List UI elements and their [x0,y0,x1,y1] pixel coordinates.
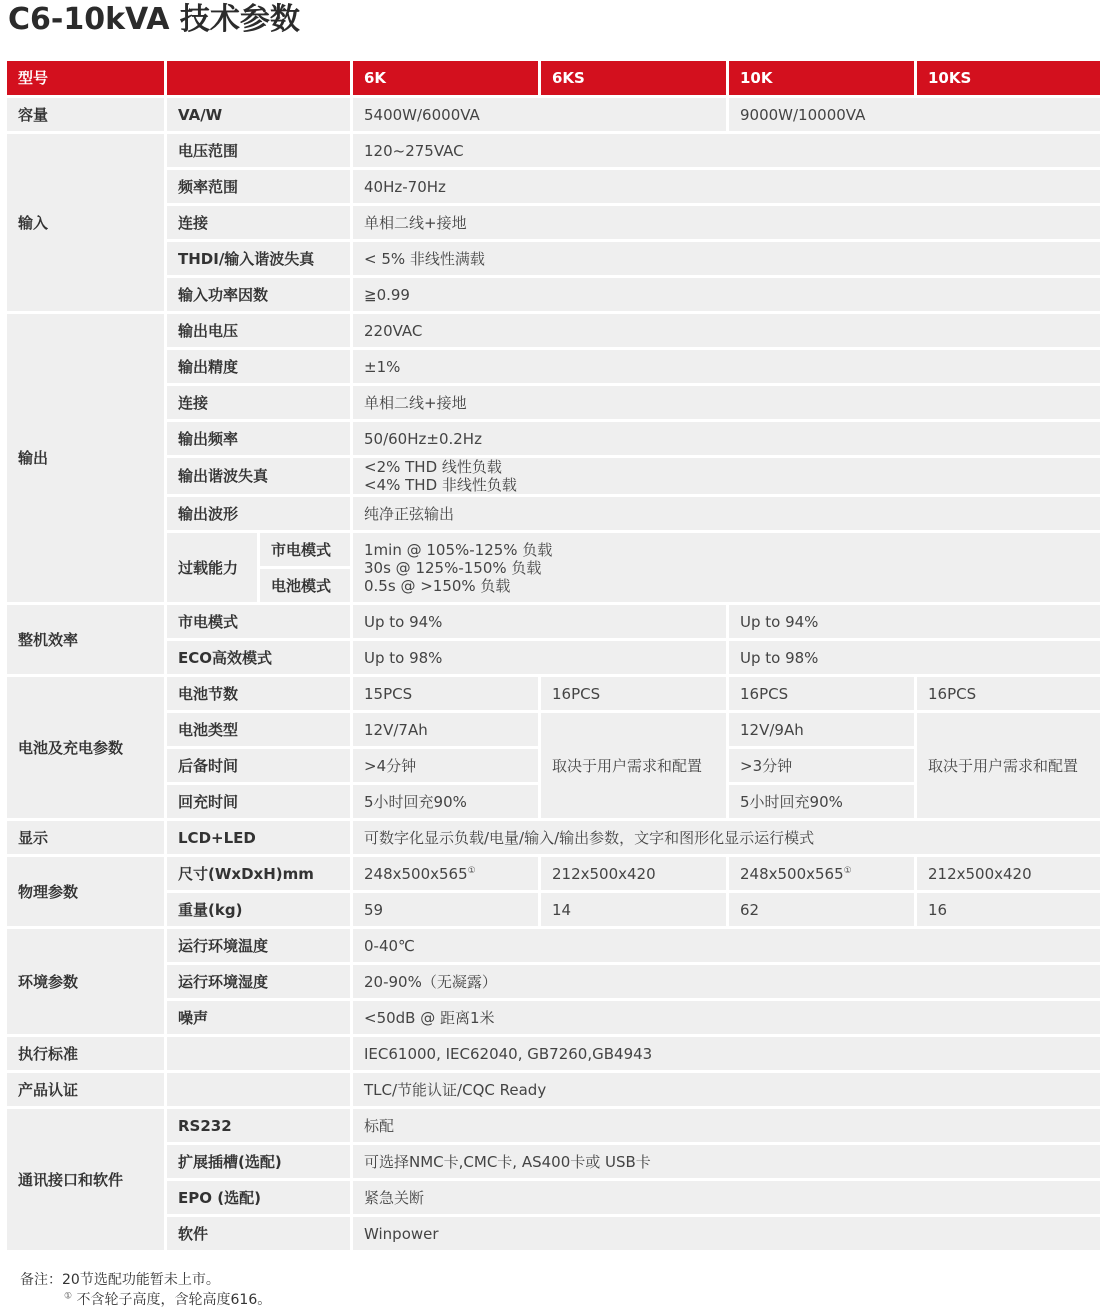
param-label: 回充时间 [167,785,350,818]
value-cell: Up to 98% [729,641,1100,674]
value-cell: < 5% 非线性满载 [353,242,1100,275]
note-line: 备注：20节选配功能暂未上市。 [20,1272,220,1288]
table-row [7,1037,1100,1070]
value-cell: 单相二线+接地 [353,386,1100,419]
param-label-empty [167,1073,350,1106]
value-cell: ±1% [353,350,1100,383]
param-label: RS232 [167,1109,350,1142]
value-line: <2% THD 线性负载 [364,458,502,476]
value-cell: 紧急关断 [353,1181,1100,1214]
table-row [7,170,1100,203]
value-line: 1min @ 105%-125% 负载 [364,540,553,559]
param-label: EPO (选配) [167,1181,350,1214]
value-cell: 220VAC [353,314,1100,347]
table-row [7,497,1100,530]
footnote-mark: ① [843,865,852,876]
param-label: 重量(kg) [167,893,350,926]
header-row [7,61,1100,95]
table-row [7,422,1100,455]
table-row [7,1217,1100,1250]
table-row [7,458,1100,494]
value-cell: >4分钟 [353,749,538,782]
value-cell [729,857,914,890]
value-cell: 5小时回充90% [353,785,538,818]
value-cell: TLC/节能认证/CQC Ready [353,1073,1100,1106]
param-label: 噪声 [167,1001,350,1034]
param-label: 输入功率因数 [167,278,350,311]
table-row [7,713,1100,746]
param-label-empty [167,1037,350,1070]
category-capacity: 容量 [7,98,164,131]
param-label: 电池类型 [167,713,350,746]
value-cell: 15PCS [353,677,538,710]
param-label: 尺寸(WxDxH)mm [167,857,350,890]
table-row [7,350,1100,383]
value-line: <4% THD 非线性负载 [364,476,517,494]
model-6ks: 6KS [541,61,726,95]
table-row [7,1073,1100,1106]
spec-table [4,58,1100,1253]
param-label: ECO高效模式 [167,641,350,674]
value-cell: 9000W/10000VA [729,98,1100,131]
category-environment: 环境参数 [7,929,164,1034]
table-row [7,278,1100,311]
table-row [7,965,1100,998]
value-cell: 16PCS [541,677,726,710]
value-cell [353,857,538,890]
category-comm: 通讯接口和软件 [7,1109,164,1250]
value-cell: 可选择NMC卡,CMC卡, AS400卡或 USB卡 [353,1145,1100,1178]
value-cell: 16 [917,893,1100,926]
value-line: 30s @ 125%-150% 负载 [364,558,542,577]
value-cell: 40Hz-70Hz [353,170,1100,203]
table-row [7,533,1100,566]
value-cell: 212x500x420 [917,857,1100,890]
table-row [7,314,1100,347]
value-cell: 5小时回充90% [729,785,914,818]
footnote-mark: ① [467,865,476,876]
footnote-mark: ① [64,1291,73,1302]
category-standard: 执行标准 [7,1037,164,1070]
param-label: LCD+LED [167,821,350,854]
param-label: 软件 [167,1217,350,1250]
page-title: C6-10kVA 技术参数 [8,2,300,37]
value-cell: <50dB @ 距离1米 [353,1001,1100,1034]
value-cell: 0-40℃ [353,929,1100,962]
table-row [7,206,1100,239]
param-label: VA/W [167,98,350,131]
value-cell: 62 [729,893,914,926]
value-cell: Up to 94% [729,605,1100,638]
param-label: 输出谐波失真 [167,458,350,494]
param-label: 输出电压 [167,314,350,347]
table-row [7,242,1100,275]
param-label: 运行环境温度 [167,929,350,962]
sub-param-label: 市电模式 [260,533,350,566]
value-cell: 5400W/6000VA [353,98,726,131]
value-cell: >3分钟 [729,749,914,782]
table-row [7,857,1100,890]
table-row [7,605,1100,638]
param-label: 后备时间 [167,749,350,782]
param-label: 过载能力 [167,533,257,602]
param-label: 扩展插槽(选配) [167,1145,350,1178]
param-label: 输出波形 [167,497,350,530]
value-cell: 16PCS [917,677,1100,710]
param-label: 市电模式 [167,605,350,638]
table-row [7,641,1100,674]
category-certification: 产品认证 [7,1073,164,1106]
notes [20,1270,271,1310]
table-row [7,1109,1100,1142]
value-cell: 标配 [353,1109,1100,1142]
table-row [7,821,1100,854]
value-cell: 12V/9Ah [729,713,914,746]
table-row [7,386,1100,419]
value-cell: 单相二线+接地 [353,206,1100,239]
value-cell: IEC61000, IEC62040, GB7260,GB4943 [353,1037,1100,1070]
value-cell: 50/60Hz±0.2Hz [353,422,1100,455]
table-row [7,1181,1100,1214]
header-blank-cell [167,61,350,95]
sub-param-label: 电池模式 [260,569,350,602]
value-cell: 212x500x420 [541,857,726,890]
model-10k: 10K [729,61,914,95]
table-row [7,893,1100,926]
param-label: 运行环境湿度 [167,965,350,998]
value-cell: Winpower [353,1217,1100,1250]
value-cell: ≧0.99 [353,278,1100,311]
value-cell: 120~275VAC [353,134,1100,167]
value-cell [353,458,1100,494]
value-cell: 取决于用户需求和配置 [541,713,726,818]
category-physical: 物理参数 [7,857,164,926]
param-label: 输出精度 [167,350,350,383]
param-label: 连接 [167,206,350,239]
note-line [20,1290,271,1310]
category-display: 显示 [7,821,164,854]
model-6k: 6K [353,61,538,95]
category-input: 输入 [7,134,164,311]
param-label: 频率范围 [167,170,350,203]
value-cell: 取决于用户需求和配置 [917,713,1100,818]
value-line: 0.5s @ >150% 负载 [364,576,511,595]
value-cell: 12V/7Ah [353,713,538,746]
value-cell [353,533,1100,602]
note-text: 不含轮子高度，含轮高度616。 [72,1292,272,1308]
value-cell: 可数字化显示负载/电量/输入/输出参数，文字和图形化显示运行模式 [353,821,1100,854]
category-output: 输出 [7,314,164,602]
size-value: 248x500x565 [364,864,468,883]
table-row [7,1001,1100,1034]
value-cell: 20-90%（无凝露） [353,965,1100,998]
param-label: 电压范围 [167,134,350,167]
category-battery: 电池及充电参数 [7,677,164,818]
value-cell: 纯净正弦输出 [353,497,1100,530]
value-cell: 16PCS [729,677,914,710]
category-efficiency: 整机效率 [7,605,164,674]
table-row [7,677,1100,710]
param-label: 输出频率 [167,422,350,455]
param-label: 连接 [167,386,350,419]
param-label: 电池节数 [167,677,350,710]
size-value: 248x500x565 [740,864,844,883]
table-row [7,98,1100,131]
model-label: 型号 [7,61,164,95]
table-row [7,1145,1100,1178]
table-row [7,134,1100,167]
table-row [7,929,1100,962]
value-cell: Up to 94% [353,605,726,638]
model-10ks: 10KS [917,61,1100,95]
value-cell: 14 [541,893,726,926]
value-cell: 59 [353,893,538,926]
param-label: THDI/输入谐波失真 [167,242,350,275]
value-cell: Up to 98% [353,641,726,674]
